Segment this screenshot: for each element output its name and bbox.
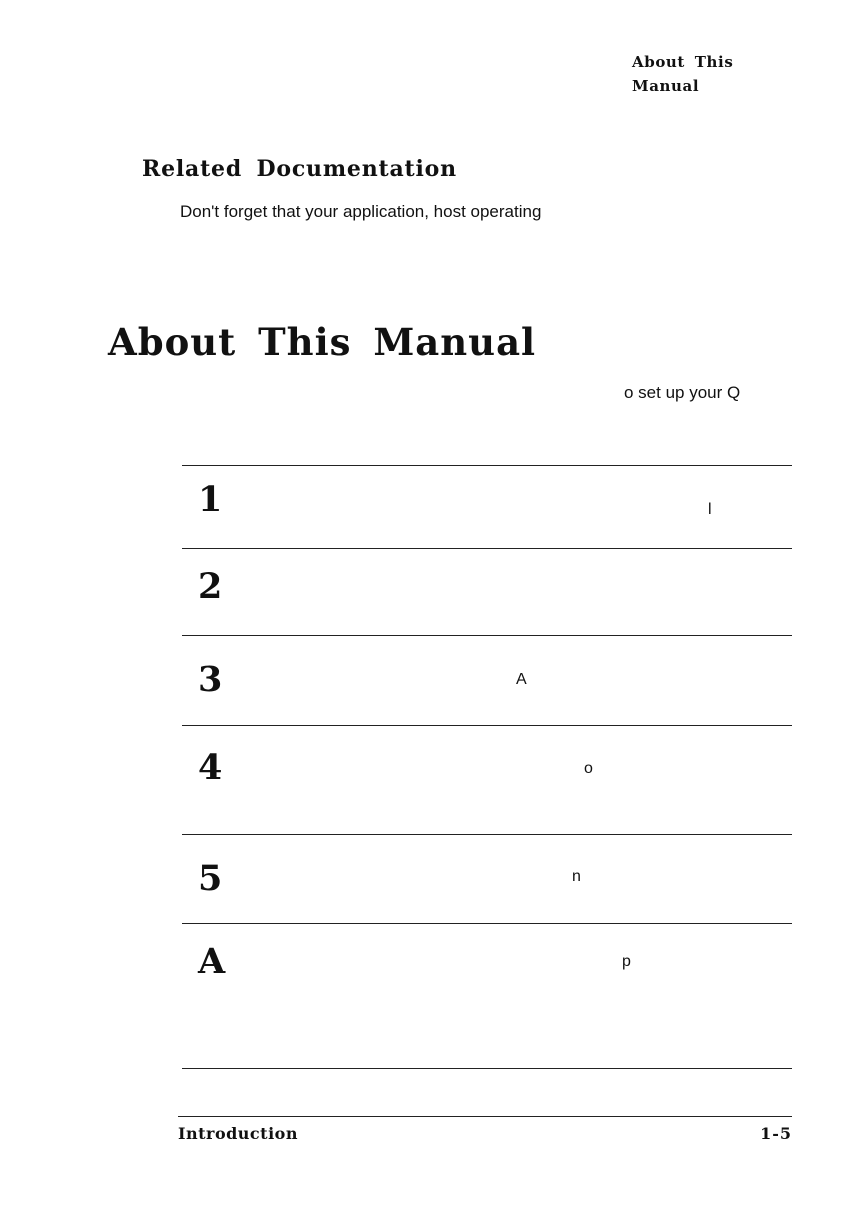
related-documentation-text: Don't forget that your application, host operating [180, 202, 542, 221]
chapter-description: p [622, 953, 631, 970]
chapter-description: o [584, 760, 593, 777]
chapter-row [182, 466, 792, 549]
chapter-row [182, 835, 792, 924]
chapter-table [182, 465, 792, 1069]
running-head-line-1: About This [632, 53, 734, 71]
chapter-number: 3 [198, 659, 223, 700]
chapter-row [182, 549, 792, 636]
chapter-number: 2 [198, 566, 223, 607]
chapter-number: 1 [198, 479, 223, 520]
footer-section-name: Introduction [178, 1124, 298, 1143]
chapter-number: 5 [198, 858, 223, 899]
chapter-number: 4 [198, 747, 223, 788]
about-manual-heading: About This Manual [108, 320, 537, 364]
chapter-row [182, 726, 792, 835]
running-head [632, 50, 782, 98]
related-documentation-heading: Related Documentation [142, 156, 457, 182]
chapter-description: A [516, 671, 527, 688]
footer-page-number: 1-5 [760, 1124, 792, 1143]
chapter-number: A [198, 941, 226, 982]
chapter-description: l [708, 501, 712, 518]
chapter-row [182, 924, 792, 1069]
running-head-line-2: Manual [632, 77, 700, 95]
footer-divider [178, 1116, 792, 1117]
about-manual-intro-text: o set up your Q [624, 383, 741, 402]
chapter-row [182, 636, 792, 726]
chapter-description: n [572, 868, 581, 885]
